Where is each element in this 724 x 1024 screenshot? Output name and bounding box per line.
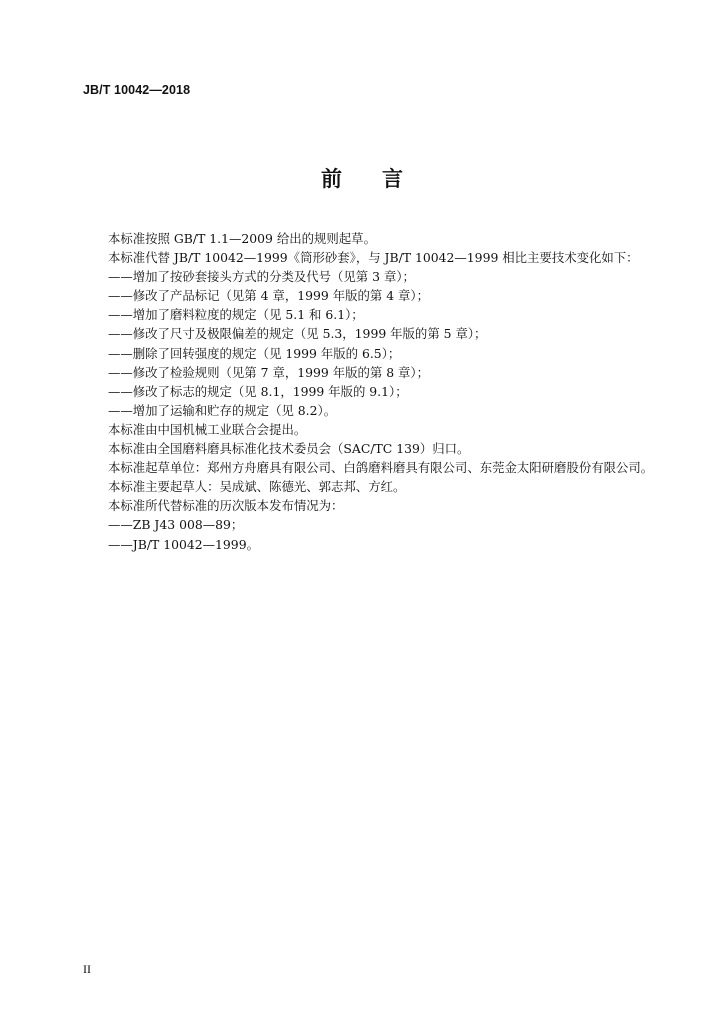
change-item: ——删除了回转强度的规定（见 1999 年版的 6.5）；: [108, 345, 401, 361]
change-item: ——修改了标志的规定（见 8.1，1999 年版的 9.1）；: [108, 383, 408, 399]
change-item: ——增加了运输和贮存的规定（见 8.2）。: [108, 402, 337, 418]
change-item: ——增加了磨料粒度的规定（见 5.1 和 6.1）；: [108, 307, 364, 323]
previous-edition-item: ——JB/T 10042—1999。: [108, 536, 259, 552]
change-item: ——增加了按砂套接头方式的分类及代号（见第 3 章）；: [108, 269, 415, 285]
body-line: 本标准由全国磨料磨具标准化技术委员会（SAC/TC 139）归口。: [108, 441, 470, 457]
body-line: 本标准主要起草人：吴成斌、陈德光、郭志邦、方红。: [108, 479, 406, 495]
body-line: 本标准所代替标准的历次版本发布情况为：: [108, 498, 344, 514]
body-line: 本标准由中国机械工业联合会提出。: [108, 421, 307, 437]
change-item: ——修改了产品标记（见第 4 章，1999 年版的第 4 章）；: [108, 288, 429, 304]
previous-edition-item: ——ZB J43 008—89；: [108, 517, 244, 533]
body-line: 本标准按照 GB/T 1.1—2009 给出的规则起草。: [108, 231, 376, 246]
page-title: [0, 163, 724, 193]
standard-code: JB/T 10042—2018: [83, 83, 191, 97]
body-line: 本标准起草单位：郑州方舟磨具有限公司、白鸽磨料磨具有限公司、东莞金太阳研磨股份有限公司。: [108, 460, 654, 476]
change-item: ——修改了尺寸及极限偏差的规定（见 5.3，1999 年版的第 5 章）；: [108, 326, 487, 342]
title-char-2: 言: [382, 167, 403, 191]
title-char-1: 前: [321, 167, 342, 191]
change-item: ——修改了检验规则（见第 7 章，1999 年版的第 8 章）；: [108, 364, 429, 380]
page-number: II: [83, 962, 91, 976]
foreword-body: [108, 229, 668, 554]
body-line: 本标准代替 JB/T 10042—1999《筒形砂套》，与 JB/T 10042—1999 相比主要技术变化如下：: [108, 250, 639, 266]
